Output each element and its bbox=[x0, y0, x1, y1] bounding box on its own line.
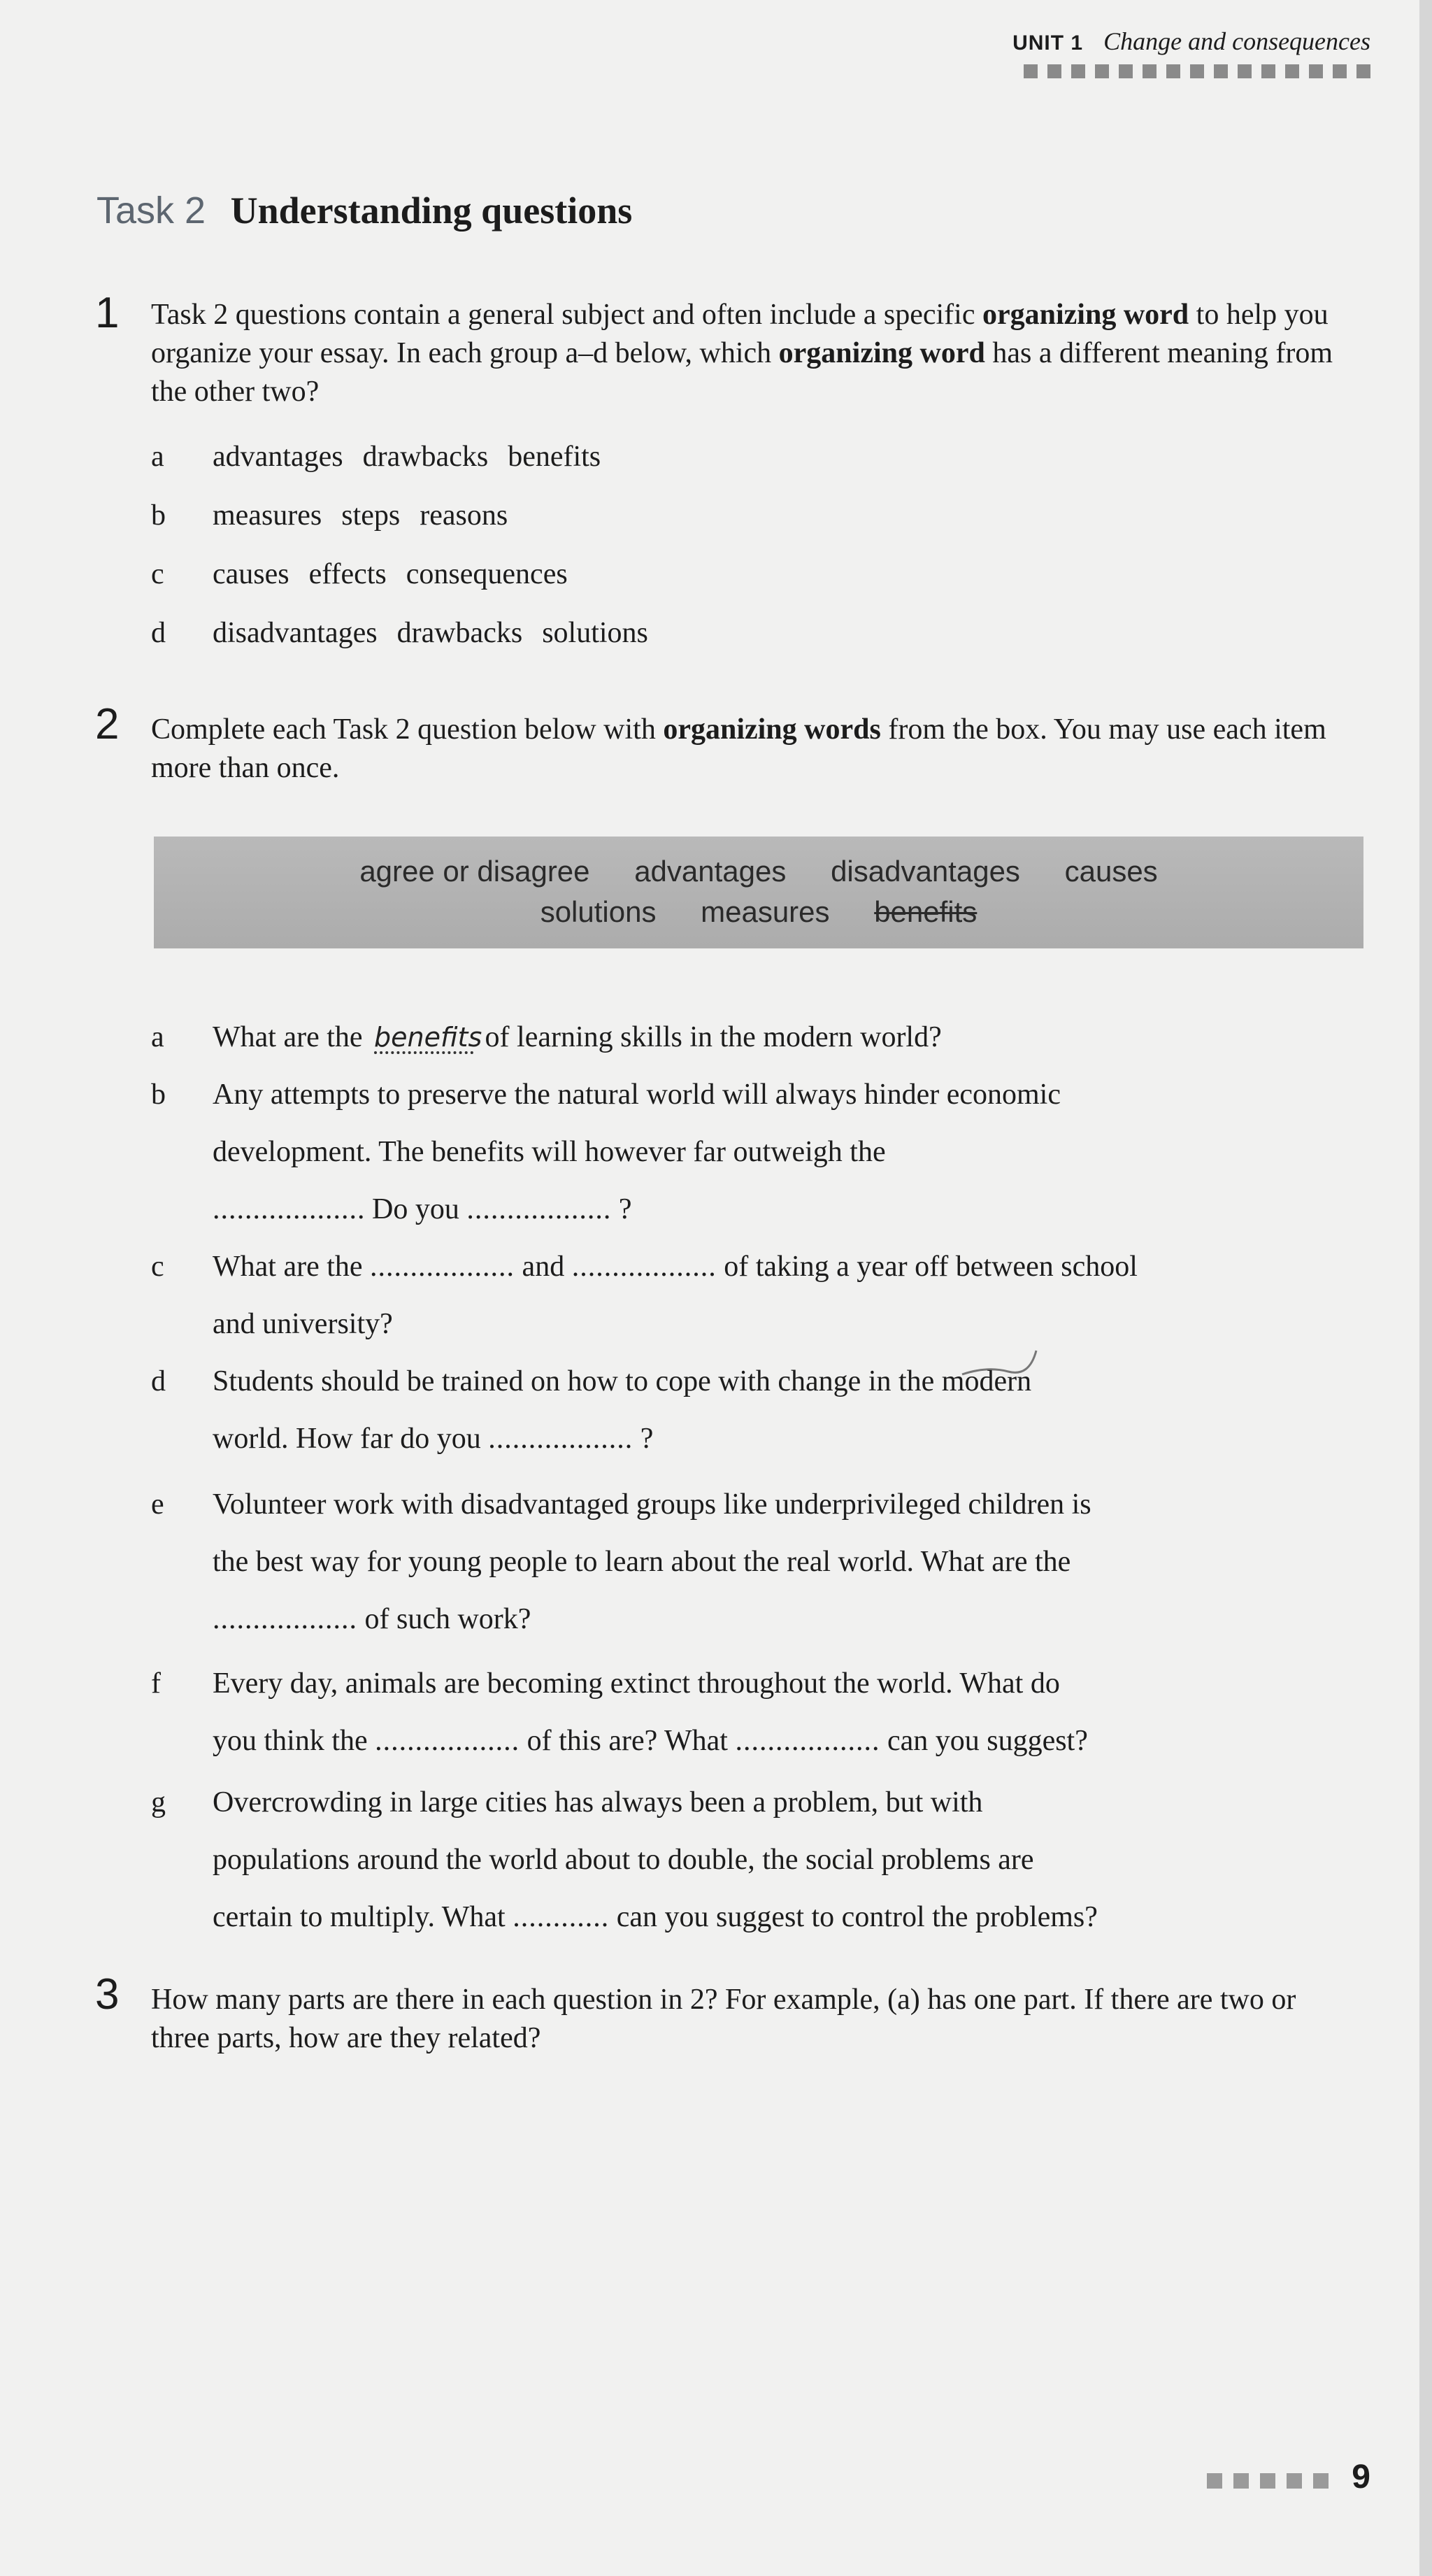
word-option: steps bbox=[341, 499, 401, 532]
ex1-item-d bbox=[151, 604, 1368, 662]
word-option: advantages bbox=[213, 441, 343, 473]
box-word-crossed: benefits bbox=[874, 895, 978, 928]
word-box-row-1 bbox=[154, 855, 1363, 888]
ex2-bold-1: organizing words bbox=[663, 713, 881, 746]
ex1-item-a bbox=[151, 428, 1368, 485]
item-g-pre: certain to multiply. What bbox=[213, 1901, 506, 1933]
item-f-mid: of this are? What bbox=[527, 1725, 728, 1757]
ex1-bold-1: organizing word bbox=[982, 299, 1189, 331]
item-g-post: can you suggest to control the problems? bbox=[616, 1901, 1098, 1933]
box-word: disadvantages bbox=[831, 855, 1020, 888]
ex2-item-a bbox=[151, 1009, 1368, 1066]
answer-blank[interactable]: .................. bbox=[375, 1725, 520, 1757]
item-letter: c bbox=[151, 558, 164, 590]
item-d-pre: world. How far do you bbox=[213, 1423, 481, 1455]
ex1-text-1: Task 2 questions contain a general subject and often include a specific bbox=[151, 299, 982, 331]
item-f-pre: you think the bbox=[213, 1725, 368, 1757]
item-f-end: can you suggest? bbox=[887, 1725, 1088, 1757]
ex2-item-b bbox=[151, 1066, 1368, 1238]
item-b-end: ? bbox=[618, 1193, 632, 1225]
running-head bbox=[1012, 27, 1370, 56]
item-letter: g bbox=[151, 1786, 166, 1819]
ex1-text-2: to help you organize your essay. In each group a–d below, which bbox=[151, 299, 1329, 369]
footer-decoration bbox=[1207, 2473, 1329, 2489]
item-c-pre: What are the bbox=[213, 1251, 363, 1283]
item-d-line1: Students should be trained on how to cope with change in the modern bbox=[213, 1365, 1032, 1397]
word-box bbox=[154, 837, 1363, 948]
item-e-post: of such work? bbox=[364, 1603, 531, 1635]
answer-blank[interactable]: .................. bbox=[735, 1725, 880, 1757]
word-option: reasons bbox=[420, 499, 508, 532]
item-c-line2: and university? bbox=[213, 1308, 393, 1340]
item-a-post: of learning skills in the modern world? bbox=[485, 1021, 942, 1053]
item-b-mid: . Do you bbox=[357, 1193, 459, 1225]
answer-blank[interactable]: .................. bbox=[488, 1423, 633, 1455]
item-a-pre: What are the bbox=[213, 1021, 363, 1053]
word-box-row-2 bbox=[154, 895, 1363, 929]
word-option: measures bbox=[213, 499, 322, 532]
ex1-item-b bbox=[151, 487, 1368, 544]
item-b-line1: Any attempts to preserve the natural world will always hinder economic bbox=[213, 1079, 1061, 1111]
answer-blank[interactable]: .................. bbox=[213, 1603, 357, 1635]
box-word: measures bbox=[701, 895, 830, 928]
box-word: agree or disagree bbox=[359, 855, 590, 888]
item-c-mid: and bbox=[522, 1251, 565, 1283]
ex1-bold-2: organizing word bbox=[778, 337, 985, 369]
answer-blank-filled[interactable]: benefits bbox=[374, 1022, 482, 1053]
word-option: drawbacks bbox=[396, 617, 523, 649]
word-option: effects bbox=[308, 558, 387, 590]
answer-blank[interactable]: .................. bbox=[571, 1251, 717, 1283]
item-letter: a bbox=[151, 1021, 164, 1053]
ex2-item-d bbox=[151, 1353, 1368, 1467]
item-letter: a bbox=[151, 441, 164, 473]
word-option: consequences bbox=[406, 558, 568, 590]
item-letter: d bbox=[151, 1365, 166, 1397]
exercise-1-instructions bbox=[151, 296, 1354, 411]
task-title: Understanding questions bbox=[230, 190, 633, 232]
page-number: 9 bbox=[1352, 2458, 1370, 2496]
task-label: Task 2 bbox=[96, 190, 206, 232]
item-letter: f bbox=[151, 1667, 161, 1700]
item-b-line2: development. The benefits will however far outweigh the bbox=[213, 1136, 886, 1168]
item-letter: b bbox=[151, 499, 166, 532]
item-letter: e bbox=[151, 1488, 164, 1521]
unit-label: UNIT 1 bbox=[1012, 31, 1084, 55]
box-word: advantages bbox=[634, 855, 787, 888]
word-option: solutions bbox=[542, 617, 648, 649]
exercise-2-instructions bbox=[151, 711, 1354, 788]
word-option: drawbacks bbox=[362, 441, 489, 473]
answer-blank[interactable]: .................. bbox=[466, 1193, 612, 1225]
answer-blank[interactable]: ............ bbox=[513, 1901, 610, 1933]
box-word: causes bbox=[1064, 855, 1158, 888]
item-f-line1: Every day, animals are becoming extinct throughout the world. What do bbox=[213, 1667, 1060, 1700]
box-word: solutions bbox=[540, 895, 657, 928]
ex1-text-3: has a different meaning from the other two? bbox=[151, 337, 1333, 408]
ex2-text-1: Complete each Task 2 question below with bbox=[151, 713, 664, 746]
item-d-end: ? bbox=[640, 1423, 654, 1455]
answer-blank[interactable]: .................. bbox=[370, 1251, 515, 1283]
item-letter: d bbox=[151, 617, 166, 649]
ex2-item-g bbox=[151, 1774, 1368, 1946]
item-c-post: of taking a year off between school bbox=[724, 1251, 1138, 1283]
word-option: causes bbox=[213, 558, 289, 590]
item-e-line1: Volunteer work with disadvantaged groups like underprivileged children is bbox=[213, 1488, 1091, 1521]
exercise-3-instructions: How many parts are there in each question in 2? For example, (a) has one part. If there are two or three parts, how are they related? bbox=[151, 1984, 1296, 2054]
task-heading bbox=[96, 189, 632, 232]
item-g-line1: Overcrowding in large cities has always been a problem, but with bbox=[213, 1786, 983, 1819]
word-option: benefits bbox=[508, 441, 601, 473]
ex2-item-e bbox=[151, 1476, 1368, 1648]
item-g-line2: populations around the world about to double, the social problems are bbox=[213, 1844, 1034, 1876]
item-letter: b bbox=[151, 1079, 166, 1111]
ex2-item-c bbox=[151, 1238, 1368, 1353]
ex2-item-f bbox=[151, 1655, 1368, 1770]
answer-blank[interactable]: .................. bbox=[213, 1193, 357, 1225]
word-option: disadvantages bbox=[213, 617, 378, 649]
ex1-item-c bbox=[151, 546, 1368, 603]
item-e-line2: the best way for young people to learn about the real world. What are the bbox=[213, 1546, 1071, 1578]
header-decoration bbox=[1024, 64, 1370, 78]
exercise-number-3: 3 bbox=[95, 1970, 120, 2019]
page-edge bbox=[1419, 0, 1432, 2576]
ex2-text-2: from the box. You may use each item more than once. bbox=[151, 713, 1326, 784]
exercise-number-1: 1 bbox=[95, 289, 120, 337]
item-letter: c bbox=[151, 1251, 164, 1283]
exercise-number-2: 2 bbox=[95, 700, 120, 748]
unit-title: Change and consequences bbox=[1103, 27, 1370, 55]
